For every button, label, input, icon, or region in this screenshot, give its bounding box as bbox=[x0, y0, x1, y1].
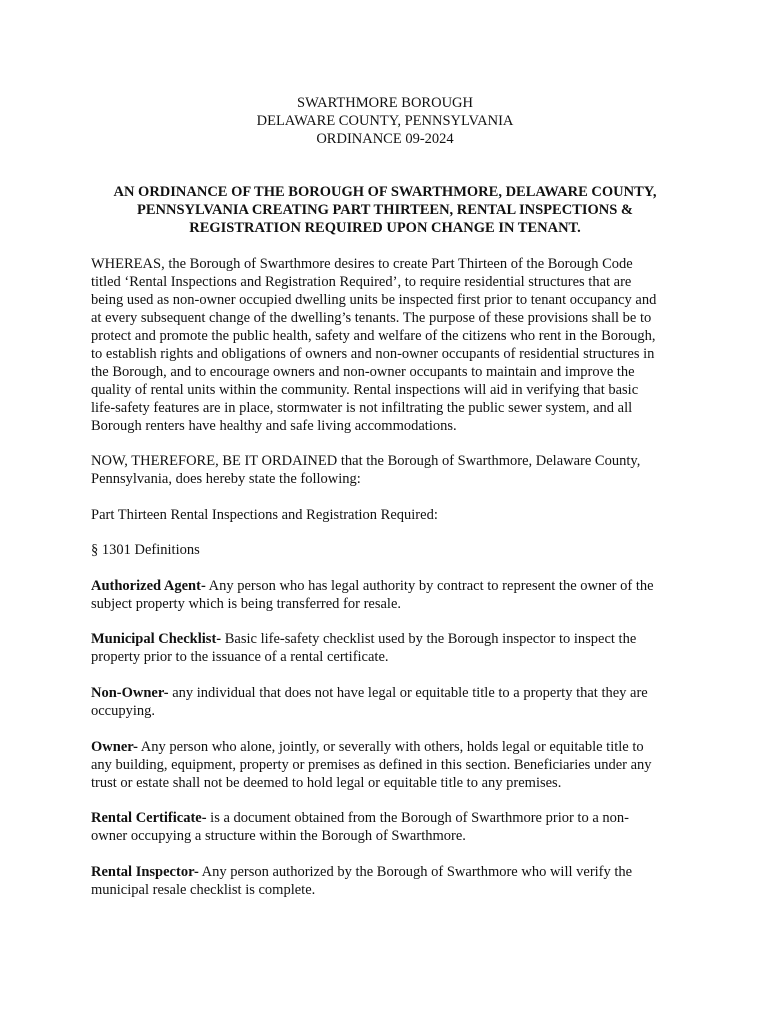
part-heading-text: Part Thirteen Rental Inspections and Registration Required: bbox=[91, 507, 438, 523]
definition-text: Basic life-safety checklist used by the Borough inspector to inspect the bbox=[221, 631, 637, 647]
section-heading-text: § 1301 Definitions bbox=[91, 542, 200, 558]
definition-text: owner occupying a structure within the Borough of Swarthmore. bbox=[91, 828, 466, 844]
definition-owner bbox=[91, 738, 691, 792]
document-header bbox=[0, 94, 770, 148]
whereas-line: the Borough, and to encourage owners and non-owner occupants to maintain and improve the bbox=[91, 364, 635, 380]
definition-term: Rental Certificate- bbox=[91, 810, 207, 826]
definition-text: trust or estate shall not be deemed to hold legal or equitable title to any premises. bbox=[91, 775, 562, 791]
title-line-1: AN ORDINANCE OF THE BOROUGH OF SWARTHMORE, DELAWARE COUNTY, bbox=[113, 184, 657, 200]
definition-rental-certificate bbox=[91, 809, 691, 845]
definition-term: Authorized Agent- bbox=[91, 578, 206, 594]
part-heading bbox=[91, 506, 691, 524]
definition-authorized-agent bbox=[91, 577, 691, 613]
definition-text: municipal resale checklist is complete. bbox=[91, 882, 316, 898]
now-therefore-line: NOW, THEREFORE, BE IT ORDAINED that the Borough of Swarthmore, Delaware County, bbox=[91, 453, 641, 469]
whereas-line: being used as non-owner occupied dwelling units be inspected first prior to tenant occupancy and bbox=[91, 292, 657, 308]
whereas-line: at every subsequent change of the dwelling’s tenants. The purpose of these provisions shall be to bbox=[91, 310, 652, 326]
definition-term: Rental Inspector- bbox=[91, 864, 199, 880]
definition-text: Any person who has legal authority by contract to represent the owner of the bbox=[205, 578, 654, 594]
definition-text: any individual that does not have legal or equitable title to a property that they are bbox=[168, 685, 648, 701]
title-line-2: PENNSYLVANIA CREATING PART THIRTEEN, RENTAL INSPECTIONS & bbox=[137, 202, 633, 218]
whereas-line: quality of rental units within the community. Rental inspections will aid in verifying that basic bbox=[91, 382, 639, 398]
whereas-line: titled ‘Rental Inspections and Registration Required’, to require residential structures that are bbox=[91, 274, 632, 290]
definition-text: property prior to the issuance of a rental certificate. bbox=[91, 649, 389, 665]
section-heading bbox=[91, 541, 691, 559]
definition-term: Non-Owner- bbox=[91, 685, 169, 701]
definition-term: Owner- bbox=[91, 739, 138, 755]
now-therefore-line: Pennsylvania, does hereby state the following: bbox=[91, 471, 361, 487]
definition-text: is a document obtained from the Borough of Swarthmore prior to a non- bbox=[206, 810, 629, 826]
whereas-line: WHEREAS, the Borough of Swarthmore desires to create Part Thirteen of the Borough Code bbox=[91, 256, 633, 272]
definition-text: Any person authorized by the Borough of Swarthmore who will verify the bbox=[198, 864, 633, 880]
definition-non-owner bbox=[91, 684, 691, 720]
header-ordinance-number: ORDINANCE 09-2024 bbox=[316, 131, 454, 147]
whereas-line: protect and promote the public health, safety and welfare of the citizens who rent in the Borough, bbox=[91, 328, 656, 344]
now-therefore-paragraph bbox=[91, 452, 691, 488]
ordinance-title bbox=[70, 183, 700, 237]
definition-text: occupying. bbox=[91, 703, 156, 719]
whereas-paragraph bbox=[91, 255, 691, 435]
whereas-line: to establish rights and obligations of owners and non-owner occupants of residential structures in bbox=[91, 346, 655, 362]
definition-text: subject property which is being transferred for resale. bbox=[91, 596, 402, 612]
header-municipality: SWARTHMORE BOROUGH bbox=[297, 95, 473, 111]
definition-rental-inspector bbox=[91, 863, 691, 899]
definition-municipal-checklist bbox=[91, 630, 691, 666]
definition-term: Municipal Checklist- bbox=[91, 631, 222, 647]
header-county: DELAWARE COUNTY, PENNSYLVANIA bbox=[256, 113, 514, 129]
definition-text: any building, equipment, property or premises as defined in this section. Beneficiaries under any bbox=[91, 757, 652, 773]
whereas-line: Borough renters have healthy and safe living accommodations. bbox=[91, 418, 457, 434]
definition-text: Any person who alone, jointly, or severally with others, holds legal or equitable title to bbox=[137, 739, 644, 755]
title-line-3: REGISTRATION REQUIRED UPON CHANGE IN TENANT. bbox=[189, 220, 581, 236]
whereas-line: life-safety features are in place, stormwater is not infiltrating the public sewer system, and all bbox=[91, 400, 633, 416]
